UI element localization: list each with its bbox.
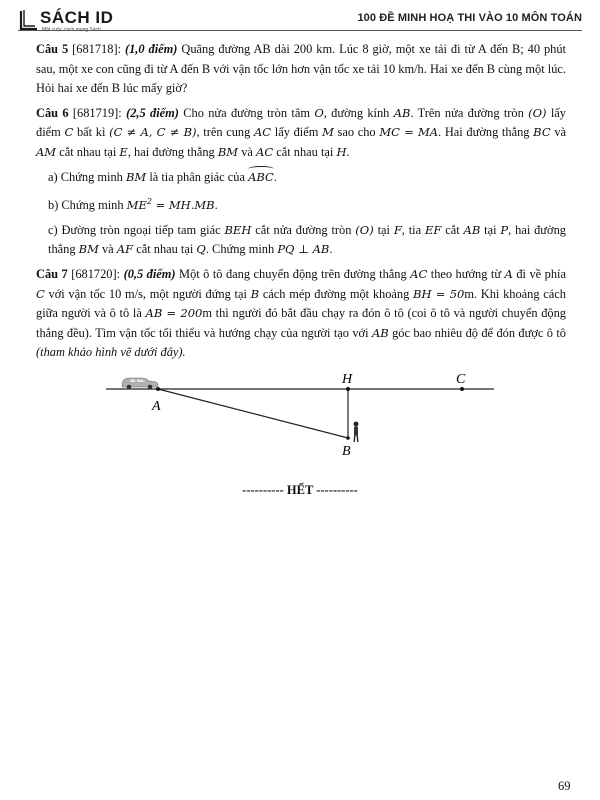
- header-divider: [18, 30, 582, 31]
- point-a: [156, 387, 160, 391]
- math: BEH: [224, 222, 252, 237]
- label-h: H: [342, 372, 353, 387]
- q7-text: cách mép đường một khoảng: [262, 286, 410, 301]
- q7-text: m. Khi khoảng cách giữa người và ô tô là: [36, 286, 566, 321]
- question-7: [36, 265, 566, 363]
- q7-text: góc bao nhiêu độ để đón được ô tô: [392, 325, 566, 340]
- question-6: [36, 104, 566, 163]
- question-5: [36, 40, 566, 99]
- math: AB: [463, 222, 481, 237]
- q6c-text: cắt nhau tại: [136, 242, 194, 257]
- q6-part-a: [36, 168, 566, 188]
- math: O: [314, 105, 324, 120]
- q6-text: và: [554, 125, 567, 140]
- person-icon: [354, 422, 359, 442]
- q6c-text: cắt: [445, 222, 460, 237]
- q6c-text: .: [329, 242, 333, 257]
- q6-text: cắt nhau tại: [59, 144, 117, 159]
- point-h: [346, 387, 350, 391]
- math: BC: [533, 125, 551, 140]
- math: B: [250, 286, 260, 301]
- math: BM: [217, 144, 239, 159]
- q6c-text: tại: [377, 222, 390, 237]
- q6c-text: cắt nửa đường tròn: [255, 222, 352, 237]
- math: EF: [425, 222, 442, 237]
- q6a-text: .: [273, 169, 277, 184]
- q7-label: Câu 7: [36, 267, 68, 282]
- math: F: [393, 222, 402, 237]
- math: AM: [36, 144, 57, 159]
- q7-points: (0,5 điểm): [123, 267, 176, 282]
- math: MC = MA: [379, 125, 439, 140]
- q6c-text: và: [101, 242, 114, 257]
- q7-text: với vận tốc 10 m/s, một người đứng tại: [48, 286, 247, 301]
- math: AB: [371, 325, 389, 340]
- q6-text: bất kì: [76, 125, 106, 140]
- q6-text: Cho nửa đường tròn tâm: [183, 105, 310, 120]
- math: BH = 50: [413, 286, 465, 301]
- math: P: [500, 222, 509, 237]
- page-header: [18, 8, 582, 36]
- point-b: [346, 436, 350, 440]
- math: AC: [256, 144, 274, 159]
- road-diagram: [106, 368, 494, 468]
- segment-ab: [158, 389, 348, 438]
- math: (O): [355, 222, 374, 237]
- math: = MH.MB: [151, 198, 215, 213]
- q6-text: sao cho: [337, 125, 376, 140]
- math: M: [322, 125, 334, 140]
- q6-code: [681719]:: [72, 105, 122, 120]
- math: BM: [78, 242, 99, 257]
- q6-text: cắt nhau tại: [276, 144, 334, 159]
- label-b: B: [342, 444, 351, 459]
- q6a-text: là tia phân giác của: [149, 169, 245, 184]
- q6c-text: , tia: [401, 222, 422, 237]
- math: AB: [393, 105, 411, 120]
- q6c-text: , hai đường thẳng: [48, 222, 566, 257]
- q6-text: .: [346, 144, 350, 159]
- math: BM: [125, 169, 147, 184]
- q6-text: , hai đường thẳng: [127, 144, 215, 159]
- q6-text: . Trên nửa đường tròn: [410, 105, 524, 120]
- q6-text: , trên cung: [196, 125, 251, 140]
- math: C: [64, 125, 74, 140]
- page-number: 69: [558, 779, 571, 793]
- book-logo-icon: [18, 8, 40, 32]
- end-marker: ---------- HẾT ----------: [242, 483, 358, 497]
- q6-label: Câu 6: [36, 105, 69, 120]
- q6-text: lấy điểm: [274, 125, 319, 140]
- q6a-text: a) Chứng minh: [48, 169, 123, 184]
- q6-text: , đường kính: [323, 105, 390, 120]
- q6-text: . Hai đường thẳng: [438, 125, 530, 140]
- math-superscript: 2: [146, 197, 152, 207]
- angle-abc: ABC: [248, 168, 274, 188]
- q6c-text: . Chứng minh: [205, 242, 275, 257]
- page-content: [36, 40, 566, 365]
- q7-text: Một ô tô đang chuyển động trên đường thẳng: [179, 267, 407, 282]
- math: AC: [410, 267, 428, 282]
- q7-text: theo hướng từ: [430, 267, 502, 282]
- car-icon: [122, 378, 158, 389]
- math: AC: [254, 125, 272, 140]
- math: A: [504, 267, 513, 282]
- q6-text: lấy điểm: [36, 105, 566, 140]
- math: H: [336, 144, 347, 159]
- q7-text: m thì người đó bắt đầu chạy ra đón ô tô (coi ô tô và người chuyển động thẳng đều). Tìm vận tốc tối thiểu và hướng chạy của người tạo với: [36, 306, 567, 340]
- q6c-text: c) Đường tròn ngoại tiếp tam giác: [48, 222, 221, 237]
- q5-points: (1,0 điểm): [124, 42, 178, 56]
- q7-code: [681720]:: [71, 267, 121, 282]
- q6c-text: tại: [484, 222, 497, 237]
- label-c: C: [456, 372, 466, 387]
- logo-text: SÁCH ID: [40, 8, 114, 27]
- q5-label: Câu 5: [36, 42, 69, 56]
- q6-part-b: [36, 192, 566, 216]
- q6b-text: b) Chứng minh: [48, 198, 124, 213]
- math: Q: [196, 242, 206, 257]
- math: (O): [528, 105, 547, 120]
- math: AB = 200: [145, 306, 203, 321]
- label-a: A: [152, 399, 161, 414]
- figure-hint: (tham khảo hình vẽ dưới đây).: [36, 345, 186, 360]
- math: (C ≠ A, C ≠ B): [109, 125, 197, 140]
- point-c: [460, 387, 464, 391]
- header-title: 100 ĐỀ MINH HOẠ THI VÀO 10 MÔN TOÁN: [357, 12, 582, 24]
- q6-part-c: [36, 221, 566, 260]
- math: C: [36, 286, 45, 301]
- q5-code: [681718]:: [72, 42, 122, 56]
- math: E: [119, 144, 128, 159]
- q7-text: đi về phía: [516, 267, 566, 282]
- q6b-text: .: [214, 198, 218, 213]
- q6-text: và: [241, 144, 253, 159]
- math: ME: [126, 198, 147, 213]
- math: PQ ⊥ AB: [277, 242, 330, 257]
- math: AF: [116, 242, 134, 257]
- q6-points: (2,5 điểm): [126, 105, 179, 120]
- q5-text: Quãng đường AB dài 200 km. Lúc 8 giờ, một xe tải đi từ A đến B; 40 phút sau, một xe con cũng đi từ A đến B với vận tốc lớn hơn vận tốc xe tải 10 km/h. Hai xe đến B cùng một lúc. Hỏi hai xe đến B lúc mấy giờ?: [36, 42, 566, 96]
